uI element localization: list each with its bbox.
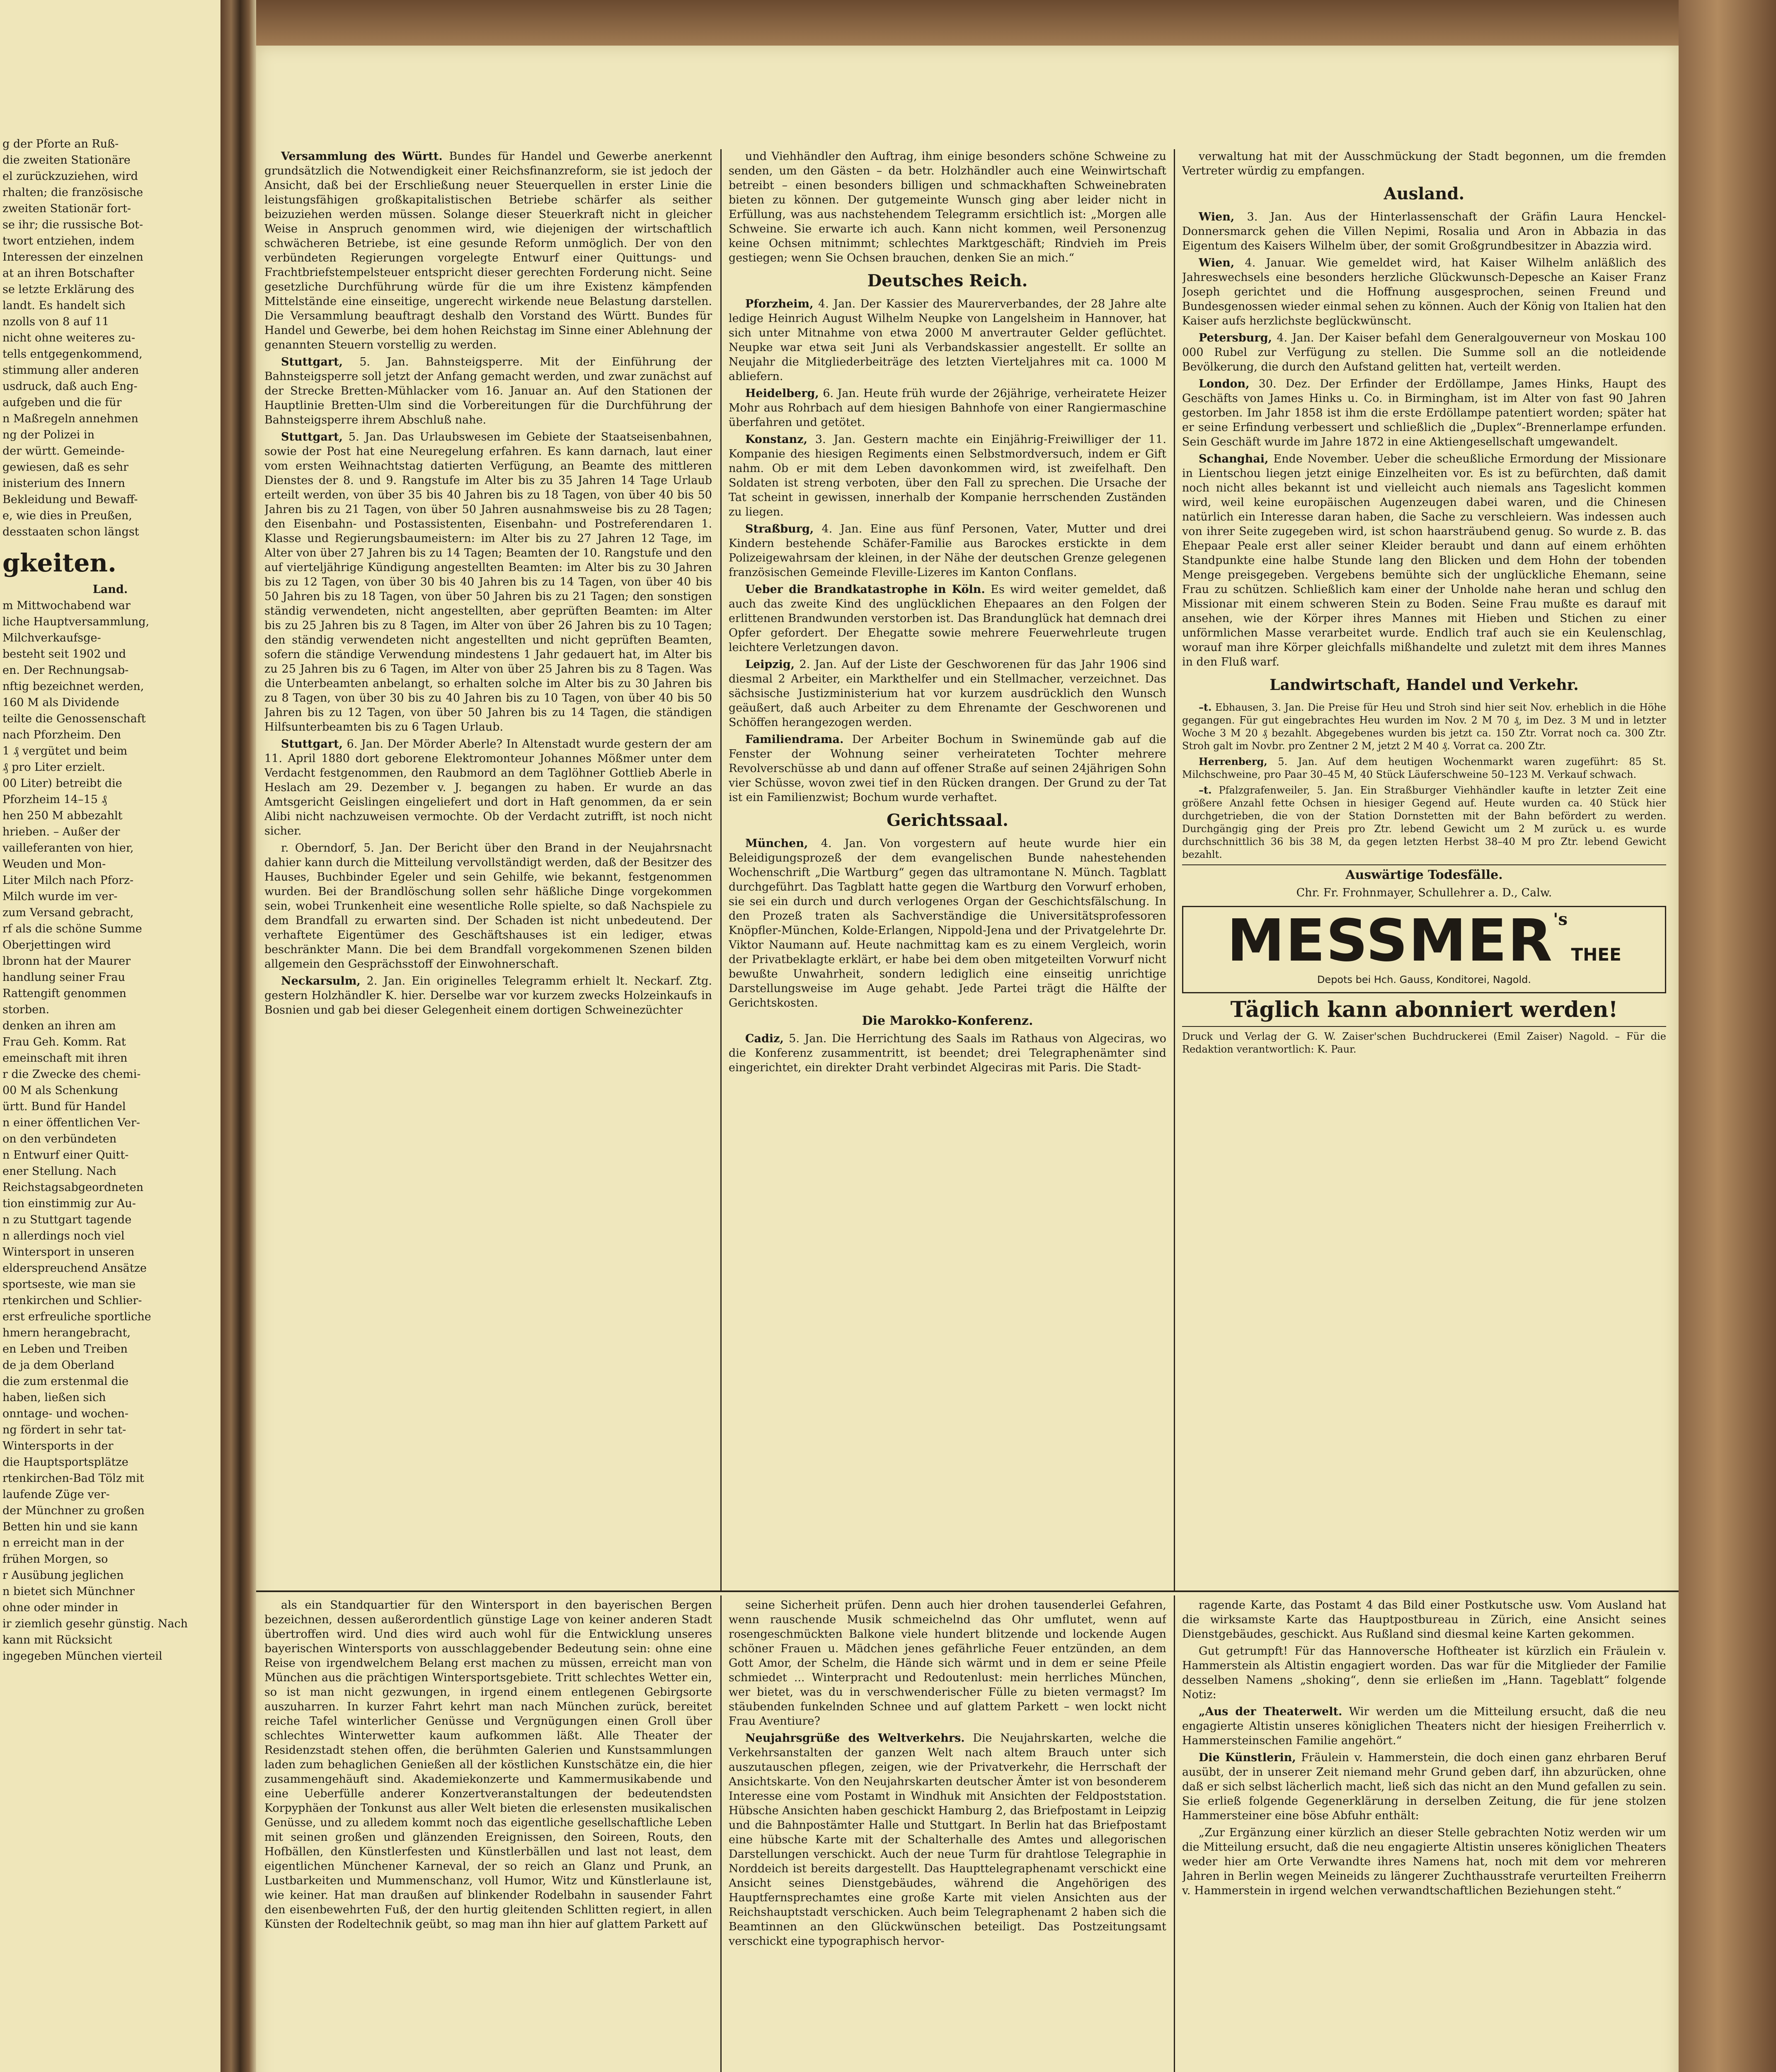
bottom-column-3-intro: ragende Karte, das Postamt 4 das Bild einer Postkutsche usw. Vom Ausland hat die wirksamste Karte das Hauptpostbureau in Zürich, eine Ansicht seines Dienstgebäudes, geschickt. Aus Rußland sind diesmal keine Karten gekommen. [1182, 1599, 1666, 1641]
left-page-line: gewiesen, daß es sehr [2, 461, 128, 474]
news-item: Petersburg, 4. Jan. Der Kaiser befahl dem Generalgouverneur von Moskau 100 000 Rubel zur Verfügung zu stellen. Die Summe soll an die notleidende Bevölkerung, die durch den Aufstand gelitten hat, verteilt werden. [1182, 332, 1666, 373]
left-page-line: n zu Stuttgart tagende [2, 1213, 132, 1226]
left-page-line: der Münchner zu großen [2, 1504, 145, 1517]
left-page-line: ürtt. Bund für Handel [2, 1100, 126, 1113]
news-item: Stuttgart, 5. Jan. Bahnsteigsperre. Mit der Einführung der Bahnsteigsperre soll jetzt der Anfang gemacht werden, und zwar zunächst auf der Strecke Bretten-Mühlacker vom 16. Januar an. Auf den Stationen der Hauptlinie Bretten-Ulm sind die Vorbereitungen für die Durchführung der Bahnsteigsperre ihrem Abschluß nahe. [264, 356, 712, 426]
left-page-line: n erreicht man in der [2, 1537, 124, 1549]
ad-brand-suffix: 's [1553, 910, 1568, 929]
news-item: Familiendrama. Der Arbeiter Bochum in Swinemünde gab auf die Fenster der Wohnung seiner verheirateten Tochter mehrere Revolverschüsse ab und dann auf offener Straße auf seinen 24jährigen Sohn vier Schüsse, wovon zwei tief in den Rücken drangen. Der Grund zu der Tat ist ein Familienzwist; Bochum wurde verhaftet. [729, 733, 1166, 804]
heading-todesfaelle: Auswärtige Todesfälle. [1182, 864, 1666, 882]
left-page-line: r Ausübung jeglichen [2, 1569, 124, 1582]
left-page-line: aufgeben und die für [2, 396, 122, 409]
news-item: Wien, 3. Jan. Aus der Hinterlassenschaft der Gräfin Laura Henckel-Donnersmarck gehen die Villen Nepimi, Rosalia und Aron in Abbazia in das Eigentum des Kaisers Wilhelm über, der somit Großgrundbesitzer in Abazzia wird. [1182, 211, 1666, 252]
left-page-line: on den verbündeten [2, 1133, 117, 1145]
news-item: Heidelberg, 6. Jan. Heute früh wurde der 26jährige, verheiratete Heizer Mohr aus Rohrbach auf dem hiesigen Bahnhofe von einer Rangiermaschine überfahren und getötet. [729, 387, 1166, 429]
left-page-line: ener Stellung. Nach [2, 1165, 116, 1178]
left-page-line: ingegeben München vierteil [2, 1650, 162, 1663]
left-page-line: teilte die Genossenschaft [2, 712, 146, 725]
left-page-line: denken an ihren am [2, 1019, 116, 1032]
news-item: Neujahrsgrüße des Weltverkehrs. Die Neujahrskarten, welche die Verkehrsanstalten der ganzen Welt nach altem Brauch unter sich auszutauschen pflegen, zeigen, wie der Privatverkehr, die Herrschaft der Ansichtskarte. Von den Neujahrskarten deutscher Ämter ist von besonderem Interesse eine vom Postamt in Windhuk mit Ansichten der Feldpoststation. Hübsche Ansichten haben geschickt Hamburg 2, das Briefpostamt in Leipzig und die Bahnpostämter Halle und Stuttgart. In Berlin hat das Briefpostamt eine hübsche Karte mit der Schalterhalle des Amtes und allegorischen Darstellungen verschickt. Auch der neue Turm für drahtlose Telegraphie in Norddeich ist bereits dargestellt. Das Haupttelegraphenamt verschickt eine Ansicht seines Dienstgebäudes, während die Angehörigen des Hauptfernsprechamtes eine große Karte mit vielen Ansichten aus der Reichshauptstadt verschicken. Auch beim Telegraphenamt 2 haben sich die Beamtinnen an den Glückwünschen beteiligt. Das Postzeitungsamt verschickt eine typographisch hervor- [729, 1732, 1166, 1948]
left-page-line: emeinschaft mit ihren [2, 1052, 128, 1065]
left-page-line: el zurückzuziehen, wird [2, 170, 138, 183]
left-page-line: landt. Es handelt sich [2, 299, 126, 312]
heading-deutsches-reich: Deutsches Reich. [867, 271, 1028, 290]
left-page-line: g der Pforte an Ruß- [2, 138, 119, 150]
ad-product: THEE [1571, 944, 1621, 965]
column-3 [1182, 149, 1666, 1587]
left-page-line: rtenkirchen-Bad Tölz mit [2, 1472, 144, 1485]
left-page-line: desstaaten schon längst [2, 525, 139, 538]
left-page-line: elderspreuchend Ansätze [2, 1262, 147, 1275]
column-2 [729, 149, 1166, 1587]
news-item: Ueber die Brandkatastrophe in Köln. Es wird weiter gemeldet, daß auch das zweite Kind des unglücklichen Ehepaares an den Folgen der erlittenen Brandwunden verstorben ist. Das Brandunglück hat demnach drei Opfer gefordert. Der Ehegatte sowie mehrere Feuerwehrleute trugen leichtere Verletzungen davon. [729, 583, 1166, 654]
left-page-line: 1 ₰ vergütet und beim [2, 745, 128, 758]
left-page-line: en Leben und Treiben [2, 1343, 128, 1356]
news-item: Cadiz, 5. Jan. Die Herrichtung des Saals im Rathaus von Algeciras, wo die Konferenz zusammentritt, ist beendet; drei Telegraphenämter sind eingerichtet, ein direkter Draht verbindet Algeciras mit Paris. Die Stadt- [729, 1032, 1166, 1074]
left-page-line: vailleferanten von hier, [2, 842, 134, 854]
left-page-line: n bietet sich Münchner [2, 1585, 135, 1598]
news-item: Die Künstlerin, Fräulein v. Hammerstein, die doch einen ganz ehrbaren Beruf ausübt, der in unserer Zeit niemand mehr Grund geben darf, ihn abzurücken, ohne daß er sich selbst lächerlich macht, ließ sich das nicht an den Mund gefallen zu sein. Sie erließ folgende Gegenerklärung in derselben Zeitung, die für jene stolzen Hammersteiner eine böse Abfuhr enthält: [1182, 1751, 1666, 1822]
news-item: Stuttgart, 5. Jan. Das Urlaubswesen im Gebiete der Staatseisenbahnen, sowie der Post hat eine Neuregelung erfahren. Es kann darnach, laut einer vom ersten Weihnachtstag datierten Verfügung, an Beamte des mittleren Dienstes der 8. und 9. Rangstufe im Alter bis zu 35 Jahren 14 Tage Urlaub erteilt werden, von über 35 bis 40 Jahren bis zu 18 Tagen, von über 40 bis 50 Jahren bis zu 21 Tagen, von über 50 Jahren ausnahmsweise bis zu 28 Tagen; den Eisenbahn- und Postassistenten, Eisenbahn- und Postreferendaren 1. Klasse und Regierungsbaumeistern: im Alter bis zu 27 Jahren 12 Tage, im Alter von über 27 Jahren bis zu 14 Tagen; Beamten der 10. Rangstufe und den auf vierteljährige Kündigung angestellten Beamten: im Alter bis zu 30 Jahren bis zu 12 Tagen, von über 30 bis 40 Jahren bis zu 14 Tagen, von über 40 bis 50 Jahren bis zu 18 Tagen, von über 50 Jahren bis zu 21 Tagen; den sonstigen ständig verwendeten, nicht angestellten, aber geprüften Beamten: im Alter bis zu 25 Jahren bis zu 8 Tagen, im Alter von über 26 Jahren bis zu 10 Tagen; den ständig verwendeten nicht angestellten und nicht geprüften Beamten, sofern die ständige Verwendung mindestens 1 Jahr gedauert hat, im Alter bis zu 25 Jahren bis zu 6 Tagen, im Alter von über 25 Jahren bis zu 8 Tagen. Was die Unterbeamten anbelangt, so erhalten solche im Alter bis zu 30 Jahren bis zu 8 Tagen, von über 30 bis zu 40 Jahren bis zu 10 Tagen, von über 40 bis 50 Jahren bis zu 12 Tagen, von über 50 Jahren bis zu 14 Tagen, die ständigen Hilfsunterbeamten bis zu 6 Tagen Urlaub. [264, 431, 712, 733]
left-page-line: Rattengift genommen [2, 987, 126, 1000]
left-page-line: Pforzheim 14–15 ₰ [2, 793, 107, 806]
left-page-line: nftig bezeichnet werden, [2, 680, 144, 693]
left-page-line: die zweiten Stationäre [2, 154, 131, 167]
death-notice: Chr. Fr. Frohnmayer, Schullehrer a. D., Calw. [1296, 886, 1552, 899]
left-page-line: at an ihren Botschafter [2, 267, 134, 280]
left-page-line: sportseste, wie man sie [2, 1278, 136, 1291]
left-page-line: twort entziehen, indem [2, 235, 135, 247]
column-rule-4 [1174, 1595, 1175, 2072]
ad-depots: Depots bei Hch. Gauss, Konditorei, Nagold. [1317, 974, 1531, 985]
left-page-line: storben. [2, 1003, 50, 1016]
wintersport-article: als ein Standquartier für den Wintersport in den bayerischen Bergen bezeichnen, dessen außerordentlich günstige Lage von keiner anderen Stadt übertroffen wird. Und dies wird auch wohl für die Entwicklung unseres bayerischen Wintersports von ausschlaggebender Bedeutung sein: ohne eine Reise von irgendwelchem Belang erst machen zu müssen, erreicht man von München aus die prächtigen Wintersportsgebiete. Tritt schlechtes Wetter ein, so ist man nicht gezwungen, in irgend einem entlegenen Gebirgsorte auszuharren. In kurzer Fahrt kehrt man nach München zurück, bereitet reiche Tafel winterlicher Genüsse und Vergnügungen einen Groll über schlechtes Winterwetter kaum aufkommen läßt. Alle Theater der Residenzstadt stehen offen, die berühmten Galerien und Kunstsammlungen laden zum behaglichen Genießen all der köstlichen Kunstschätze ein, die hier zusammengehäuft sind. Akademiekonzerte und Kammermusikabende und eine Ueberfülle anderer Konzertveranstaltungen der bedeutendsten Korpyphäen der Tonkunst aus aller Welt bieten die erlesensten musikalischen Genüsse, und zu alledem kommt noch das eigentliche gesellschaftliche Leben mit seinen großen und glänzenden Ereignissen, den Soireen, Routs, den Hofbällen, den Künstlerfesten und Künstlerbällen und last not least, dem eigentlichen Münchener Karneval, der so reich an Glanz und Prunk, an Lustbarkeiten und Mummenschanz, voll Humor, Witz und Künstlerlaune ist, wie keiner. Hat man draußen auf blinkender Rodelbahn in sausender Fahrt den eisenbewehrten Fuß, der den hurtig gleitenden Schlitten regiert, in allen Künsten der Rodeltechnik geübt, so mag man ihn hier auf glattem Parkett auf [264, 1599, 712, 1931]
news-item: „Zur Ergänzung einer kürzlich an dieser Stelle gebrachten Notiz werden wir um die Mitteilung ersucht, daß die neu engagierte Altistin unseres königlichen Theaters weder hier am Orte Verwandte ihres Namens hat, noch mit dem vor mehreren Jahren in Berlin wegen Meineids zu längerer Zuchthausstrafe verurteilten Freiherrn v. Hammerstein in irgend welchen verwandtschaftlichen Beziehungen steht.“ [1182, 1826, 1666, 1897]
left-page-line: erst erfreuliche sportliche [2, 1310, 151, 1323]
left-page-line: tion einstimmig zur Au- [2, 1197, 136, 1210]
left-page-line: onntage- und wochen- [2, 1407, 128, 1420]
heading-marokko-konferenz: Die Marokko-Konferenz. [862, 1014, 1033, 1028]
heading-landwirtschaft: Landwirtschaft, Handel und Verkehr. [1270, 676, 1579, 694]
news-item: Stuttgart, 6. Jan. Der Mörder Aberle? In Altenstadt wurde gestern der am 11. April 1880 dort geborene Elektromonteur Johannes Mößmer unter dem Verdacht festgenommen, den Raubmord an dem Taglöhner Gottlieb Aberle in Heslach am 29. Dezember v. J. begangen zu haben. Er wurde an das Amtsgericht Geislingen eingeliefert und dort in Haft genommen, da er sein Alibi nicht nachzuweisen vermochte. Ob der Verdacht zutrifft, ist noch nicht sicher. [264, 738, 712, 838]
left-page-line: ir ziemlich gesehr günstig. Nach [2, 1617, 188, 1630]
left-page-line: hmern herangebracht, [2, 1326, 131, 1339]
left-page-heading: gkeiten. [2, 549, 116, 578]
news-item: Gut getrumpft! Für das Hannoversche Hoftheater ist kürzlich ein Fräulein v. Hammerstein als Altistin engagiert worden. Das war für die Mitglieder der Familie desselben Namens „shoking“, denn sie erließen im „Hann. Tageblatt“ folgende Notiz: [1182, 1645, 1666, 1701]
bottom-column-2-intro: seine Sicherheit prüfen. Denn auch hier drohen tausenderlei Gefahren, wenn rauschende Musik schmeichelnd das Ohr umflutet, wenn auf rosengeschmückten Balkone viele hundert blitzende und lockende Augen schöner Frauen u. Mädchen jenes gefährliche Feuer entzünden, an dem Gott Amor, der Schelm, die Hände sich wärmt und in dem er seine Pfeile schmiedet ... Winterpracht und Redoutenlust: mein herrliches München, wer bietet, was du in verschwenderischer Fülle zu bieten vermagst? Im stäubenden funkelnden Schnee und auf glattem Parkett – wen lockt nicht Frau Aventiure? [729, 1599, 1166, 1728]
left-page-line: rtenkirchen und Schlier- [2, 1294, 142, 1307]
left-page-line: Wintersport in unseren [2, 1246, 135, 1259]
column-1 [264, 149, 712, 1587]
left-page-line: de ja dem Oberland [2, 1359, 115, 1372]
news-item: Versammlung des Württ. Bundes für Handel und Gewerbe anerkennt grundsätzlich die Notwendigkeit einer Reichsfinanzreform, sie ist jedoch der Ansicht, daß bei der Erschließung neuer Steuerquellen in erster Linie die leistungsfähigen großkapitalistischen Betriebe schärfer als seither beizuziehen werden müssen. Solange dieser Steuerkraft nicht in gleicher Weise in Anspruch genommen wird, wie diejenigen der wirtschaftlich schwächeren Betriebe, ist eine gesunde Reform unmöglich. Der von den verbündeten Regierungen vorgelegte Entwurf einer Quittungs- und Frachtbriefstempelsteuer entspricht dieser gerechten Forderung nicht. Seine gesetzliche Durchführung würde für die um ihre Existenz kämpfenden Mittelstände eine einseitige, ungerecht wirkende neue Belastung darstellen. Die Versammlung beauftragt deshalb den Vorstand des Württ. Bundes für Handel und Gewerbe, bei dem hohen Reichstag im Sinne einer Ablehnung der genannten Steuern vorstellig zu werden. [264, 150, 712, 351]
news-item: Neckarsulm, 2. Jan. Ein originelles Telegramm erhielt lt. Neckarf. Ztg. gestern Holzhändler K. hier. Derselbe war vor kurzem zwecks Holzeinkaufs in Bosnien und gab bei dieser Gelegenheit einem dortigen Schweinezüchter [264, 975, 712, 1017]
left-page-line: m Mittwochabend war [2, 599, 131, 612]
left-page-line: lbronn hat der Maurer [2, 955, 131, 968]
left-page-line: Liter Milch nach Pforz- [2, 874, 134, 887]
left-page-line: Milchverkaufsge- [2, 632, 101, 644]
left-page-line: inisterium des Innern [2, 477, 125, 490]
left-page-line: hen 250 M abbezahlt [2, 809, 123, 822]
left-page-line: frühen Morgen, so [2, 1553, 108, 1566]
left-page-line: usdruck, daß auch Eng- [2, 380, 138, 393]
market-report: Herrenberg, 5. Jan. Auf dem heutigen Wochenmarkt waren zugeführt: 85 St. Milchschweine, pro Paar 30–45 M, 40 Stück Läuferschweine 50–123 M. Verkauf schwach. [1182, 755, 1666, 780]
left-page-line: Betten hin und sie kann [2, 1520, 138, 1533]
left-page-line: n einer öffentlichen Ver- [2, 1116, 140, 1129]
left-page-line: rhalten; die französische [2, 186, 143, 199]
left-page-subheading: Land. [92, 583, 128, 596]
messmer-ad [1182, 906, 1666, 993]
book-cover-right [1679, 0, 1776, 2072]
left-page-line: Oberjettingen wird [2, 939, 111, 951]
left-page-line: n Maßregeln annehmen [2, 412, 138, 425]
bottom-column-1 [264, 1598, 712, 2072]
imprint: Druck und Verlag der G. W. Zaiser'schen Buchdruckerei (Emil Zaiser) Nagold. – Für die Redaktion verantwortlich: K. Paur. [1182, 1026, 1666, 1056]
heading-gerichtssaal: Gerichtssaal. [887, 811, 1008, 830]
section-rule-horizontal [256, 1590, 1679, 1592]
bottom-column-2 [729, 1598, 1166, 2072]
left-page-line: nach Pforzheim. Den [2, 729, 121, 741]
book-binding [220, 0, 256, 2072]
heading-ausland: Ausland. [1383, 184, 1465, 203]
news-item: Konstanz, 3. Jan. Gestern machte ein Einjährig-Freiwilliger der 11. Kompanie des hiesigen Regiments einen Selbstmordversuch, indem er Gift nahm. Ob er mit dem Leben davonkommen wird, ist zweifelhaft. Den Soldaten ist streng verboten, über den Fall zu sprechen. Die Ursache der Tat scheint in gewissen, innerhalb der Kompanie herrschenden Zuständen zu liegen. [729, 433, 1166, 518]
news-item: London, 30. Dez. Der Erfinder der Erdöllampe, James Hinks, Haupt des Geschäfts von James Hinks u. Co. in Birmingham, ist im Alter von fast 90 Jahren gestorben. Im Jahr 1858 ist ihm die erste Erdöllampe patentiert worden; später hat er seine Erfindung verbessert und schließlich die „Duplex“-Brennerlampe erfunden. Sein Geschäft wurde im Jahre 1872 in eine Aktiengesellschaft umgewandelt. [1182, 378, 1666, 448]
left-page-line: n allerdings noch viel [2, 1230, 125, 1242]
left-page-line: ohne oder minder in [2, 1601, 119, 1614]
left-page-line: se ihr; die russische Bot- [2, 218, 143, 231]
left-page-line: ng fördert in sehr tat- [2, 1423, 126, 1436]
left-page-line: zweiten Stationär fort- [2, 202, 131, 215]
left-page-line: Reichstagsabgeordneten [2, 1181, 144, 1194]
news-item: „Aus der Theaterwelt. Wir werden um die Mitteilung ersucht, daß die neu engagierte Altistin unseres königlichen Theaters nicht der hiesigen Freiherrlich v. Hammersteinschen Familie angehört.“ [1182, 1705, 1666, 1747]
column-2-intro: und Viehhändler den Auftrag, ihm einige besonders schöne Schweine zu senden, um den Gästen – da betr. Holzhändler auch eine Weinwirtschaft betreibt – einen besonders billigen und schmackhaften Schweinebraten bieten zu können. Der gutgemeinte Wunsch ging aber leider nicht in Erfüllung, was aus nachstehendem Telegramm ersichtlich ist: „Morgen alle Schweine. Sie erwarte ich auch. Kann nicht kommen, weil Personenzug keine Ochsen mitnimmt; schlechtes Marktgeschäft; Rindvieh im Preis gestiegen; wenn Sie Ochsen brauchen, denken Sie an mich.“ [729, 150, 1166, 264]
left-page-line: Weuden und Mon- [2, 858, 106, 871]
left-page-line: die Hauptsportsplätze [2, 1456, 128, 1469]
left-page-line: zum Versand gebracht, [2, 906, 134, 919]
left-page-fragment [0, 0, 220, 2072]
left-page-line: handlung seiner Frau [2, 971, 125, 984]
left-page-line: laufende Züge ver- [2, 1488, 110, 1501]
left-page-line: 00 M als Schenkung [2, 1084, 119, 1097]
left-page-line: stimmung aller anderen [2, 364, 139, 377]
left-page-line: 160 M als Dividende [2, 696, 119, 709]
left-page-line: Frau Geh. Komm. Rat [2, 1036, 126, 1048]
left-page-line: Milch wurde im ver- [2, 890, 118, 903]
column-3-intro: verwaltung hat mit der Ausschmückung der Stadt begonnen, um die fremden Vertreter würdig zu empfangen. [1182, 150, 1666, 177]
left-page-line: kann mit Rücksicht [2, 1634, 112, 1646]
column-rule-1 [720, 149, 722, 1591]
news-item: Schanghai, Ende November. Ueber die scheußliche Ermordung der Missionare in Lientschou liegen jetzt einige Einzelheiten vor. Es ist zu befürchten, daß damit noch nicht alles bekannt ist und vielleicht auch niemals ans Tageslicht kommen wird, weil keine europäischen Augenzeugen dabei waren, und die Chinesen natürlich ein Interesse daran haben, die Sache zu verschleiern. Was indessen auch von ihrer Seite zugegeben wird, ist schon haarsträubend genug. So wurde z. B. das Ehepaar Peale erst aller seiner Kleider beraubt und dann auf einem erhöhten Standpunkte eine halbe Stunde lang den Blicken und dem Hohn der tobenden Menge preisgegeben. Vergebens bemühte sich der unglückliche Ehemann, seine Frau zu schützen. Schließlich kam einer der Unholde nahe heran und schlug den Missionar mit einem schweren Stein zu Boden. Seine Frau mußte es darauf mit ansehen, wie der Körper ihres Mannes mit Hieben und Stichen zu einer unförmlichen Masse verarbeitet wurde. Endlich traf auch sie ein Keulenschlag, worauf man ihre Körper gleichfalls mißhandelte und zuletzt mit dem ihres Mannes in den Fluß warf. [1182, 453, 1666, 668]
left-page-line: rf als die schöne Summe [2, 922, 142, 935]
left-page-line: en. Der Rechnungsab- [2, 664, 129, 677]
news-item: München, 4. Jan. Von vorgestern auf heute wurde hier ein Beleidigungsprozeß der dem evangelischen Bunde nahestehenden Wochenschrift „Die Wartburg“ gegen das ultramontane N. Münch. Tagblatt durchgeführt. Das Tagblatt hatte gegen die Wartburg den Vorwurf erhoben, sie sei ein durch und durch verlogenes Organ der Geschichtsfälschung. In den Prozeß traten als Sachverständige die Universitätsprofessoren Knöpfler-München, Kolde-Erlangen, Nippold-Jena und der Privatgelehrte Dr. Viktor Naumann auf. Heute nachmittag kam es zu einem Vergleich, worin der Privatbeklagte erklärt, er habe bei dem oben mitgeteilten Vorwurf nicht bewußte Unwahrheit, sondern lediglich eine einseitig unrichtige Darstellungsweise im Auge gehabt. Jede Partei trägt die Hälfte der Gerichtskosten. [729, 837, 1166, 1009]
left-page-line: n Entwurf einer Quitt- [2, 1149, 129, 1162]
market-report: –t. Pfalzgrafenweiler, 5. Jan. Ein Straßburger Viehhändler kaufte in letzter Zeit eine größere Anzahl fette Ochsen in hiesiger Gegend auf. Heute wurden ca. 40 Stück hier durchgetrieben, die von der Station Dornstetten mit der Bahn befördert zu werden. Durchgängig ging der Preis pro Ztr. lebend Gewicht um 2 M zurück u. es wurde durchschnittlich 36 bis 38 M, da gegen letzten Herbst 38–40 M pro Ztr. lebend Gewicht bezahlt. [1182, 784, 1666, 860]
left-page-line: e, wie dies in Preußen, [2, 509, 132, 522]
left-page-line: liche Hauptversammlung, [2, 615, 150, 628]
left-page-line: der württ. Gemeinde- [2, 445, 125, 457]
book-cover-top [256, 0, 1679, 46]
newspaper-page [256, 46, 1679, 2072]
left-page-line: tells entgegenkommend, [2, 348, 143, 361]
left-page-line: ng der Polizei in [2, 428, 95, 441]
left-page-line: besteht seit 1902 und [2, 648, 126, 661]
left-page-line: haben, ließen sich [2, 1391, 106, 1404]
left-page-line: Bekleidung und Bewaff- [2, 493, 138, 506]
left-page-line: ₰ pro Liter erzielt. [2, 761, 105, 774]
left-page-column [2, 137, 218, 2072]
column-rule-3 [720, 1595, 722, 2072]
news-item: Pforzheim, 4. Jan. Der Kassier des Maurerverbandes, der 28 Jahre alte ledige Heinrich August Wilhelm Neupke von Langelsheim in Hannover, hat sich unter Mitnahme von etwa 2000 M anvertrauter Gelder geflüchtet. Neupke war etwa seit Juni als Verbandskassier angestellt. Er sollte an Neujahr die Mitgliederbeiträge des letzten Vierteljahres mit ca. 1000 M abliefern. [729, 298, 1166, 383]
left-page-line: Wintersports in der [2, 1440, 114, 1452]
left-page-line: nicht ohne weiteres zu- [2, 332, 136, 344]
column-rule-2 [1174, 149, 1175, 1591]
news-item: Straßburg, 4. Jan. Eine aus fünf Personen, Vater, Mutter und drei Kindern bestehende Schäfer-Familie aus Barockes erstickte in dem Polizeigewahrsam der kleinen, in der Nähe der deutschen Grenze gelegenen französischen Gemeinde Fleville-Lizeres im Kanton Conflans. [729, 523, 1166, 579]
news-item: r. Oberndorf, 5. Jan. Der Bericht über den Brand in der Neujahrsnacht dahier kann durch die Mitteilung vervollständigt werden, daß der Besitzer des Hauses, Buchbinder Egeler und sein Gehilfe, wie bekannt, festgenommen wurden. Bei der Brandlöschung sollen sehr häßliche Dinge vorgekommen sein, wobei Trunkenheit eine wesentliche Rolle spielte, so daß Nachspiele zu dem Brandfall zu erwarten sind. Der Schaden ist nicht unbedeutend. Der verhaftete Eigentümer des Geschäftshauses ist ein lediger, etwas beschränkter Mann. Die bei dem Brandfall vorgekommenen Szenen bilden allgemein den Gesprächsstoff der Einwohnerschaft. [264, 842, 712, 971]
left-page-line: r die Zwecke des chemi- [2, 1068, 141, 1081]
news-item: Wien, 4. Januar. Wie gemeldet wird, hat Kaiser Wilhelm anläßlich des Jahreswechsels eine besonders herzliche Glückwunsch-Depesche an Kaiser Franz Joseph gerichtet und die Hoffnung ausgesprochen, seinen Freund und Bundesgenossen wieder einmal sehen zu können. Auch der König von Italien hat den Kaiser aufs herzlichste beglückwünscht. [1182, 257, 1666, 327]
left-page-line: Interessen der einzelnen [2, 251, 143, 264]
subscription-notice: Täglich kann abonniert werden! [1230, 997, 1618, 1022]
news-item: Leipzig, 2. Jan. Auf der Liste der Geschworenen für das Jahr 1906 sind diesmal 2 Arbeiter, ein Markthelfer und ein Stellmacher, verzeichnet. Das sächsische Justizministerium hat vor kurzem ausdrücklich den Wunsch geäußert, daß auch Arbeiter zu dem Ehrenamte der Geschworenen und Schöffen herangezogen werden. [729, 658, 1166, 729]
left-page-line: hrieben. – Außer der [2, 825, 120, 838]
bottom-column-3 [1182, 1598, 1666, 2072]
left-page-line: se letzte Erklärung des [2, 283, 134, 296]
ad-brand: MESSMER [1227, 907, 1553, 975]
left-page-line: nzolls von 8 auf 11 [2, 315, 109, 328]
market-report: –t. Ebhausen, 3. Jan. Die Preise für Heu und Stroh sind hier seit Nov. erheblich in die Höhe gegangen. Für gut eingebrachtes Heu wurden im Nov. 2 M 70 ₰, im Dez. 3 M und in letzter Woche 3 M 20 ₰ bezahlt. Abgegebenes wurden bis jetzt ca. 150 Ztr. Vorrat noch ca. 300 Ztr. Stroh galt im Novbr. pro Zentner 2 M, jetzt 2 M 40 ₰. Vorrat ca. 200 Ztr. [1182, 701, 1666, 752]
left-page-line: 00 Liter) betreibt die [2, 777, 122, 790]
left-page-line: die zum erstenmal die [2, 1375, 129, 1388]
